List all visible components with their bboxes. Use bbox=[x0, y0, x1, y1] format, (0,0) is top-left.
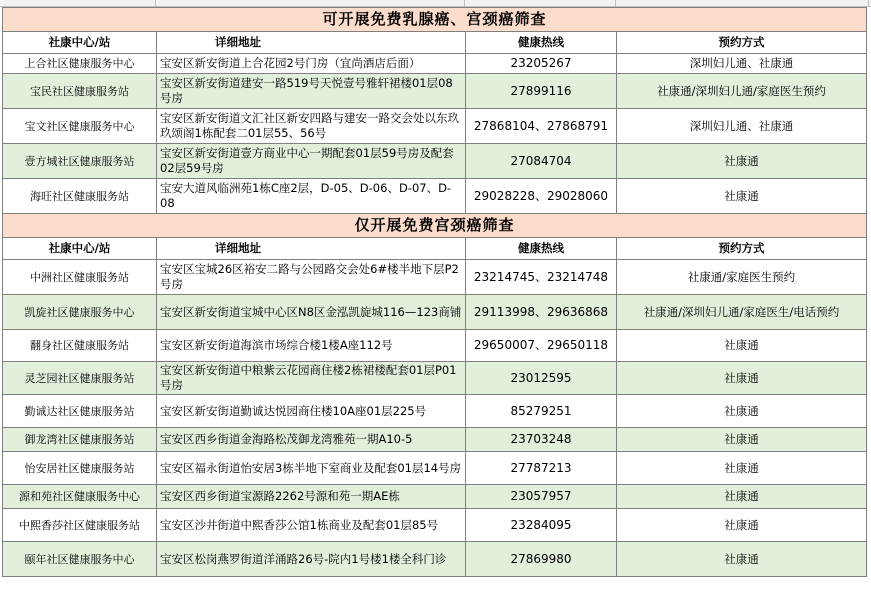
center-phone: 29113998、29636868 bbox=[466, 295, 617, 330]
center-phone: 23205267 bbox=[466, 54, 617, 74]
section-title-row bbox=[3, 8, 867, 32]
section-title: 仅开展免费宫颈癌筛查 bbox=[3, 214, 867, 238]
screening-table bbox=[2, 7, 867, 577]
header-address: 详细地址 bbox=[157, 238, 466, 260]
section-title-row bbox=[3, 214, 867, 238]
section-title: 可开展免费乳腺癌、宫颈癌筛查 bbox=[3, 8, 867, 32]
center-address: 宝安区新安街道建安一路519号天悦壹号雅轩裙楼01层08号房 bbox=[157, 74, 466, 109]
center-name: 颐年社区健康服务中心 bbox=[3, 542, 157, 577]
center-name: 中熙香莎社区健康服务站 bbox=[3, 509, 157, 542]
center-phone: 23214745、23214748 bbox=[466, 260, 617, 295]
header-center: 社康中心/站 bbox=[3, 32, 157, 54]
booking-method: 社康通 bbox=[617, 362, 867, 395]
table-row bbox=[3, 452, 867, 485]
table-row bbox=[3, 362, 867, 395]
center-address: 宝安区新安街道宝城中心区N8区金泓凯旋城116—123商铺 bbox=[157, 295, 466, 330]
center-address: 宝安区沙井街道中熙香莎公馆1栋商业及配套01层85号 bbox=[157, 509, 466, 542]
booking-method: 深圳妇儿通、社康通 bbox=[617, 54, 867, 74]
center-phone: 29650007、29650118 bbox=[466, 330, 617, 362]
booking-method: 社康通 bbox=[617, 428, 867, 452]
center-phone: 85279251 bbox=[466, 395, 617, 428]
center-phone: 23284095 bbox=[466, 509, 617, 542]
header-phone: 健康热线 bbox=[466, 32, 617, 54]
header-center: 社康中心/站 bbox=[3, 238, 157, 260]
booking-method: 社康通 bbox=[617, 395, 867, 428]
booking-method: 社康通/深圳妇儿通/家庭医生预约 bbox=[617, 74, 867, 109]
center-address: 宝安区新安街道文汇社区新安四路与建安一路交会处以东玖玖颂阁1栋配套二01层55、56号 bbox=[157, 109, 466, 144]
center-phone: 23057957 bbox=[466, 485, 617, 509]
center-address: 宝安区新安街道上合花园2号门房（宜尚酒店后面） bbox=[157, 54, 466, 74]
center-address: 宝安区新安街道勤诚达悦园商住楼10A座01层225号 bbox=[157, 395, 466, 428]
table-row bbox=[3, 74, 867, 109]
center-address: 宝安区西乡街道金海路松茂御龙湾雅苑一期A10-5 bbox=[157, 428, 466, 452]
center-name: 源和苑社区健康服务中心 bbox=[3, 485, 157, 509]
center-name: 上合社区健康服务中心 bbox=[3, 54, 157, 74]
center-name: 宝文社区健康服务中心 bbox=[3, 109, 157, 144]
center-address: 宝安区宝城26区裕安二路与公园路交会处6#楼半地下层P2号房 bbox=[157, 260, 466, 295]
booking-method: 社康通/家庭医生预约 bbox=[617, 260, 867, 295]
center-name: 灵芝园社区健康服务站 bbox=[3, 362, 157, 395]
booking-method: 社康通 bbox=[617, 452, 867, 485]
center-phone: 27899116 bbox=[466, 74, 617, 109]
table-row bbox=[3, 542, 867, 577]
center-name: 勤诚达社区健康服务站 bbox=[3, 395, 157, 428]
header-row bbox=[3, 238, 867, 260]
center-address: 宝安区新安街道壹方商业中心一期配套01层59号房及配套02层59号房 bbox=[157, 144, 466, 179]
center-address: 宝安区新安街道海滨市场综合楼1楼A座112号 bbox=[157, 330, 466, 362]
center-name: 凯旋社区健康服务中心 bbox=[3, 295, 157, 330]
table-row bbox=[3, 395, 867, 428]
table-row bbox=[3, 144, 867, 179]
center-address: 宝安区松岗燕罗街道洋涌路26号-院内1号楼1楼全科门诊 bbox=[157, 542, 466, 577]
booking-method: 社康通 bbox=[617, 509, 867, 542]
table-row bbox=[3, 260, 867, 295]
center-name: 翻身社区健康服务站 bbox=[3, 330, 157, 362]
booking-method: 社康通/深圳妇儿通/家庭医生/电话预约 bbox=[617, 295, 867, 330]
table-row bbox=[3, 509, 867, 542]
center-address: 宝安区新安街道中粮紫云花园商住楼2栋裙楼配套01层P01号房 bbox=[157, 362, 466, 395]
table-row bbox=[3, 428, 867, 452]
table-row bbox=[3, 109, 867, 144]
center-name: 壹方城社区健康服务站 bbox=[3, 144, 157, 179]
booking-method: 社康通 bbox=[617, 485, 867, 509]
center-name: 怡安居社区健康服务站 bbox=[3, 452, 157, 485]
booking-method: 深圳妇儿通、社康通 bbox=[617, 109, 867, 144]
booking-method: 社康通 bbox=[617, 542, 867, 577]
table-row bbox=[3, 179, 867, 214]
center-phone: 27787213 bbox=[466, 452, 617, 485]
center-phone: 23012595 bbox=[466, 362, 617, 395]
spreadsheet-top-strip bbox=[0, 0, 871, 7]
center-name: 御龙湾社区健康服务站 bbox=[3, 428, 157, 452]
center-address: 宝安区西乡街道宝源路2262号源和苑一期AE栋 bbox=[157, 485, 466, 509]
center-name: 中洲社区健康服务站 bbox=[3, 260, 157, 295]
center-phone: 27868104、27868791 bbox=[466, 109, 617, 144]
booking-method: 社康通 bbox=[617, 179, 867, 214]
center-name: 海旺社区健康服务站 bbox=[3, 179, 157, 214]
booking-method: 社康通 bbox=[617, 144, 867, 179]
table-row bbox=[3, 295, 867, 330]
table-row bbox=[3, 54, 867, 74]
center-address: 宝安大道风临洲苑1栋C座2层，D-05、D-06、D-07、D-08 bbox=[157, 179, 466, 214]
booking-method: 社康通 bbox=[617, 330, 867, 362]
center-phone: 27869980 bbox=[466, 542, 617, 577]
header-booking: 预约方式 bbox=[617, 32, 867, 54]
center-name: 宝民社区健康服务站 bbox=[3, 74, 157, 109]
header-address: 详细地址 bbox=[157, 32, 466, 54]
table-row bbox=[3, 330, 867, 362]
center-phone: 29028228、29028060 bbox=[466, 179, 617, 214]
center-phone: 23703248 bbox=[466, 428, 617, 452]
header-phone: 健康热线 bbox=[466, 238, 617, 260]
header-booking: 预约方式 bbox=[617, 238, 867, 260]
center-address: 宝安区福永街道怡安居3栋半地下室商业及配套01层14号房 bbox=[157, 452, 466, 485]
header-row bbox=[3, 32, 867, 54]
center-phone: 27084704 bbox=[466, 144, 617, 179]
table-row bbox=[3, 485, 867, 509]
